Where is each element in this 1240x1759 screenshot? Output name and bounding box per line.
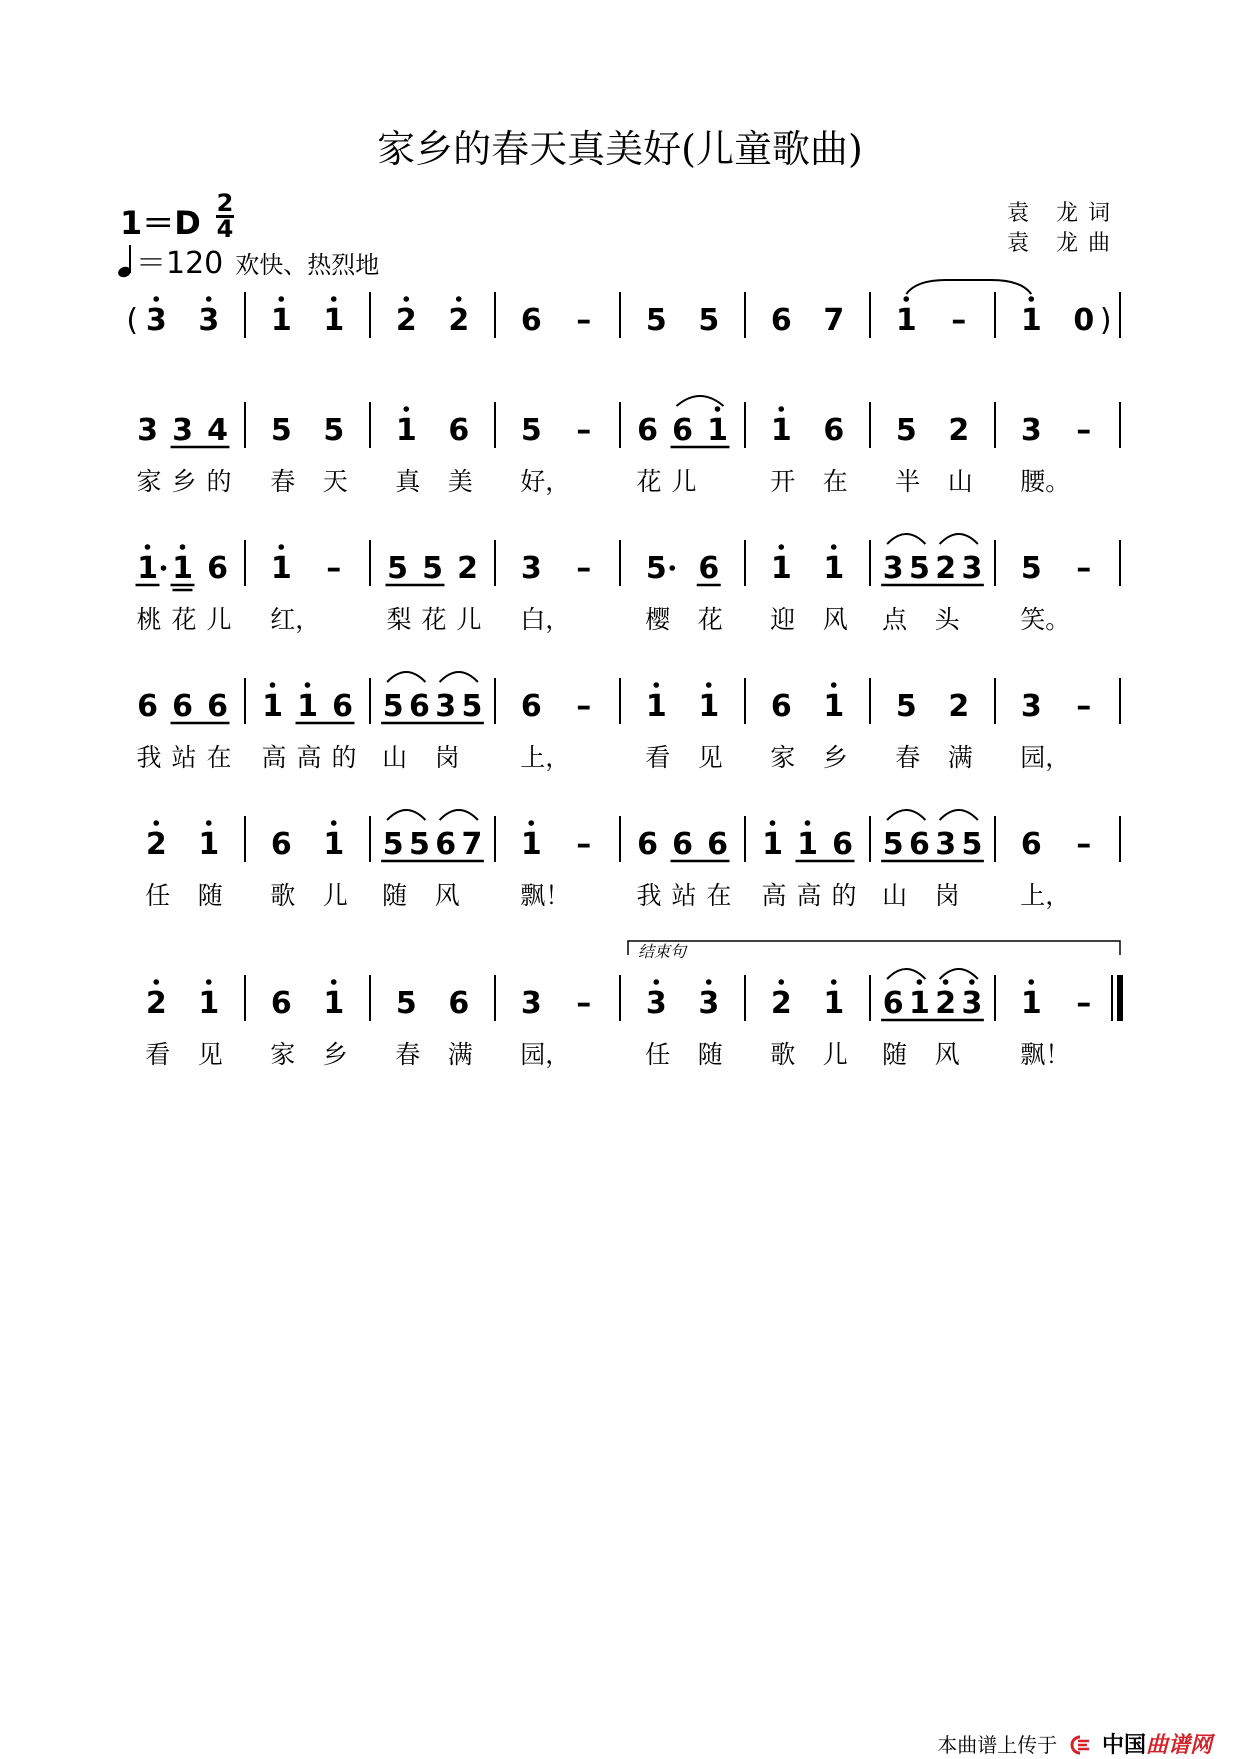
octave-dot — [153, 296, 159, 302]
octave-dot — [778, 979, 784, 985]
lyric-syllable: 白， — [520, 605, 571, 634]
lyric-syllable: 岗 — [434, 743, 460, 772]
note-digit: 3 — [198, 303, 220, 338]
note-digit: 1 — [270, 303, 292, 338]
note-digit: 6 — [832, 827, 853, 862]
volta-label: 结束句 — [638, 942, 687, 961]
lyric-syllable: 春 — [395, 1040, 421, 1069]
note-digit: 7 — [823, 303, 845, 338]
lyric-syllable: 满 — [947, 743, 973, 772]
note-digit: 1 — [1020, 986, 1042, 1021]
note-digit: 1 — [198, 827, 220, 862]
note-digit: 5 — [895, 413, 917, 448]
note-digit: 2 — [770, 986, 792, 1021]
lyric-syllable: 高 — [796, 881, 822, 910]
note-digit: 1 — [395, 413, 417, 448]
slur — [387, 810, 425, 820]
lyric-syllable: 歌 — [770, 1040, 796, 1069]
key-signature: 1＝D — [120, 204, 201, 242]
note-digit: 6 — [435, 827, 457, 862]
slur — [940, 534, 978, 544]
lyric-syllable: 的 — [331, 743, 357, 772]
note-digit: 1 — [323, 986, 345, 1021]
lyric-syllable: 见 — [197, 1040, 223, 1069]
volta-bracket — [628, 941, 1120, 955]
octave-dot — [943, 979, 949, 985]
note-digit: 6 — [270, 827, 292, 862]
octave-dot — [206, 296, 212, 302]
octave-dot — [331, 296, 337, 302]
note-digit: 3 — [645, 986, 667, 1021]
song-title: 家乡的春天真美好(儿童歌曲) — [377, 127, 863, 171]
lyric-syllable: 我 — [636, 881, 662, 910]
octave-dot — [305, 682, 311, 688]
octave-dot — [969, 979, 975, 985]
lyric-syllable: 儿 — [206, 605, 232, 634]
octave-dot — [653, 682, 659, 688]
lyric-syllable: 儿 — [322, 881, 348, 910]
octave-dot — [153, 979, 159, 985]
note-digit: 2 — [935, 551, 957, 586]
lyric-syllable: 见 — [697, 743, 723, 772]
lyric-syllable: 我 — [136, 743, 162, 772]
note-digit: 5 — [908, 551, 930, 586]
lyric-syllable: 看 — [645, 743, 671, 772]
note-digit: 6 — [332, 689, 353, 724]
lyric-syllable: 高 — [296, 743, 322, 772]
note-digit: 1 — [270, 551, 292, 586]
note-digit: 1 — [297, 689, 318, 724]
note-digit: 6 — [672, 827, 693, 862]
note-digit: 2 — [948, 689, 970, 724]
lyric-syllable: 桃 — [136, 605, 162, 634]
note-digit: 6 — [908, 827, 930, 862]
octave-dot — [805, 820, 811, 826]
octave-dot — [180, 544, 186, 550]
paren-close: ) — [1099, 303, 1112, 338]
lyric-syllable: 满 — [447, 1040, 473, 1069]
note-digit: 5 — [422, 551, 443, 586]
lyric-syllable: 高 — [261, 743, 287, 772]
note-digit: 1 — [770, 413, 792, 448]
lyric-syllable: 花 — [636, 467, 662, 496]
note-digit: 1 — [823, 986, 845, 1021]
note-digit: 5 — [461, 689, 483, 724]
note-digit: 3 — [520, 986, 542, 1021]
octave-dot — [145, 544, 151, 550]
octave-dot — [706, 682, 712, 688]
note-digit: 5 — [1020, 551, 1042, 586]
lyric-syllable: 天 — [322, 467, 348, 496]
paren-open: ( — [126, 303, 139, 338]
lyric-syllable: 乡 — [171, 467, 197, 496]
octave-dot — [715, 406, 721, 412]
note-digit: 5 — [387, 551, 408, 586]
note-digit: 1 — [645, 689, 667, 724]
lyric-syllable: 歌 — [270, 881, 296, 910]
note-digit: 1 — [823, 689, 845, 724]
slur — [940, 969, 978, 979]
note-digit: 7 — [461, 827, 483, 862]
octave-dot — [778, 544, 784, 550]
note-digit: 6 — [207, 689, 228, 724]
note-digit: 6 — [698, 551, 720, 586]
octave-dot — [653, 979, 659, 985]
octave-dot — [1028, 296, 1034, 302]
note-digit: 6 — [823, 413, 845, 448]
note-digit: 3 — [520, 551, 542, 586]
note-digit: 6 — [672, 413, 693, 448]
note-digit: – — [576, 413, 592, 448]
lyric-syllable: 上， — [520, 743, 571, 772]
note-digit: 5 — [698, 303, 720, 338]
site-logo-icon — [1067, 1735, 1093, 1755]
expression-text: 欢快、热烈地 — [235, 251, 380, 279]
lyric-syllable: 风 — [434, 881, 460, 910]
lyric-syllable: 迎 — [770, 605, 796, 634]
octave-dot — [831, 544, 837, 550]
lyric-syllable: 随 — [197, 881, 223, 910]
note-digit: 3 — [145, 303, 167, 338]
lyric-syllable: 的 — [206, 467, 232, 496]
note-digit: 2 — [448, 303, 470, 338]
lyric-syllable: 儿 — [822, 1040, 848, 1069]
lyric-syllable: 风 — [822, 605, 848, 634]
note-digit: 3 — [137, 413, 158, 448]
note-digit: 2 — [145, 986, 167, 1021]
lyric-syllable: 点 — [882, 605, 908, 634]
lyric-syllable: 站 — [671, 881, 697, 910]
lyric-syllable: 花 — [697, 605, 723, 634]
octave-dot — [206, 820, 212, 826]
note-digit: 5 — [323, 413, 345, 448]
lyric-syllable: 樱 — [645, 605, 671, 634]
slur — [887, 534, 925, 544]
lyric-syllable: 飘！ — [520, 881, 571, 910]
lyric-syllable: 美 — [447, 467, 473, 496]
note-digit: 1 — [797, 827, 818, 862]
note-digit: 5 — [961, 827, 983, 862]
note-digit: 3 — [698, 986, 720, 1021]
lyric-syllable: 家 — [270, 1040, 296, 1069]
note-digit: 2 — [395, 303, 417, 338]
note-digit: 6 — [520, 689, 542, 724]
lyric-syllable: 半 — [895, 467, 921, 496]
augmentation-dot — [161, 565, 167, 571]
lyric-syllable: 腰。 — [1020, 467, 1071, 496]
note-digit: 1 — [707, 413, 728, 448]
note-digit: 5 — [520, 413, 542, 448]
note-digit: 1 — [137, 551, 158, 586]
slur — [940, 810, 978, 820]
lyric-syllable: 春 — [270, 467, 296, 496]
note-digit: 6 — [270, 986, 292, 1021]
note-digit: 1 — [172, 551, 193, 586]
lyric-syllable: 飘！ — [1020, 1040, 1071, 1069]
lyric-syllable: 梨 — [386, 605, 412, 634]
lyricist-credit: 袁 龙词 — [1007, 201, 1120, 226]
lyric-syllable: 站 — [171, 743, 197, 772]
slur — [887, 810, 925, 820]
site-brand-a: 中国 — [1101, 1733, 1146, 1758]
note-digit: 1 — [908, 986, 930, 1021]
site-brand[interactable] — [1102, 1733, 1212, 1757]
note-digit: 6 — [448, 986, 470, 1021]
note-digit: 6 — [882, 986, 904, 1021]
note-digit: 1 — [323, 827, 345, 862]
note-digit: – — [576, 551, 592, 586]
octave-dot — [456, 296, 462, 302]
slur — [440, 672, 478, 682]
composer-credit: 袁 龙曲 — [1007, 231, 1120, 256]
note-digit: 3 — [961, 986, 983, 1021]
note-digit: 1 — [323, 303, 345, 338]
footer — [937, 1728, 1212, 1759]
octave-dot — [706, 979, 712, 985]
note-digit: – — [1076, 827, 1092, 862]
lyric-syllable: 看 — [145, 1040, 171, 1069]
note-digit: 5 — [408, 827, 430, 862]
octave-dot — [831, 682, 837, 688]
octave-dot — [528, 820, 534, 826]
slur — [677, 396, 724, 406]
slur — [887, 969, 925, 979]
note-digit: 5 — [895, 689, 917, 724]
octave-dot — [278, 296, 284, 302]
note-digit: – — [326, 551, 342, 586]
note-digit: 1 — [520, 827, 542, 862]
lyric-syllable: 真 — [395, 467, 421, 496]
note-digit: 2 — [935, 986, 957, 1021]
note-digit: 6 — [207, 551, 228, 586]
lyric-syllable: 在 — [206, 743, 232, 772]
note-digit: – — [576, 827, 592, 862]
note-digit: 6 — [448, 413, 470, 448]
note-digit: 4 — [207, 413, 228, 448]
lyric-syllable: 山 — [882, 881, 908, 910]
note-digit: 5 — [382, 689, 404, 724]
time-signature-bottom: 4 — [216, 215, 234, 243]
lyric-syllable: 风 — [934, 1040, 960, 1069]
note-digit: 3 — [935, 827, 957, 862]
note-digit: 6 — [770, 303, 792, 338]
octave-dot — [770, 820, 776, 826]
note-digit: 6 — [637, 413, 658, 448]
note-digit: – — [951, 303, 967, 338]
augmentation-dot — [669, 565, 675, 571]
lyric-syllable: 乡 — [322, 1040, 348, 1069]
lyric-syllable: 好， — [520, 467, 571, 496]
lyric-syllable: 在 — [706, 881, 732, 910]
note-digit: – — [1076, 986, 1092, 1021]
time-signature-top: 2 — [216, 189, 234, 217]
octave-dot — [831, 979, 837, 985]
note-digit: 3 — [882, 551, 904, 586]
lyric-syllable: 儿 — [456, 605, 482, 634]
lyric-syllable: 家 — [136, 467, 162, 496]
octave-dot — [917, 979, 923, 985]
lyric-syllable: 春 — [895, 743, 921, 772]
octave-dot — [331, 820, 337, 826]
note-digit: 3 — [435, 689, 457, 724]
note-digit: – — [1076, 689, 1092, 724]
note-digit: 5 — [395, 986, 417, 1021]
lyric-syllable: 的 — [831, 881, 857, 910]
note-digit: 0 — [1073, 303, 1095, 338]
note-digit: 6 — [172, 689, 193, 724]
note-digit: 6 — [707, 827, 728, 862]
lyric-syllable: 岗 — [934, 881, 960, 910]
lyric-syllable: 笑。 — [1020, 605, 1071, 634]
note-digit: – — [576, 986, 592, 1021]
note-digit: 3 — [1020, 413, 1042, 448]
note-digit: 2 — [948, 413, 970, 448]
lyric-syllable: 家 — [770, 743, 796, 772]
lyric-syllable: 园， — [520, 1040, 571, 1069]
note-digit: 1 — [198, 986, 220, 1021]
lyric-syllable: 高 — [761, 881, 787, 910]
note-digit: – — [1076, 551, 1092, 586]
octave-dot — [903, 296, 909, 302]
octave-dot — [270, 682, 276, 688]
lyric-syllable: 在 — [822, 467, 848, 496]
note-digit: 3 — [172, 413, 193, 448]
note-digit: 2 — [457, 551, 478, 586]
note-digit: 6 — [137, 689, 158, 724]
lyric-syllable: 头 — [934, 605, 960, 634]
note-digit: 3 — [961, 551, 983, 586]
note-digit: 6 — [408, 689, 430, 724]
note-digit: 5 — [270, 413, 292, 448]
lyric-syllable: 儿 — [671, 467, 697, 496]
note-digit: 3 — [1020, 689, 1042, 724]
lyric-syllable: 山 — [947, 467, 973, 496]
note-digit: 2 — [145, 827, 167, 862]
octave-dot — [778, 406, 784, 412]
note-digit: 1 — [698, 689, 720, 724]
lyric-syllable: 开 — [770, 467, 796, 496]
note-digit: 1 — [895, 303, 917, 338]
note-digit: 6 — [637, 827, 658, 862]
lyric-syllable: 上， — [1020, 881, 1071, 910]
octave-dot — [1028, 979, 1034, 985]
note-digit: 1 — [770, 551, 792, 586]
note-digit: 5 — [382, 827, 404, 862]
note-digit: 6 — [520, 303, 542, 338]
note-digit: 6 — [1020, 827, 1042, 862]
lyric-syllable: 红， — [270, 605, 321, 634]
note-digit: 5 — [882, 827, 904, 862]
lyric-syllable: 花 — [171, 605, 197, 634]
lyric-syllable: 随 — [382, 881, 408, 910]
lyric-syllable: 任 — [145, 881, 171, 910]
note-digit: – — [576, 303, 592, 338]
tie — [906, 280, 1031, 294]
note-digit: 1 — [823, 551, 845, 586]
slur — [387, 672, 425, 682]
note-digit: 6 — [770, 689, 792, 724]
note-digit: – — [1076, 413, 1092, 448]
octave-dot — [403, 296, 409, 302]
octave-dot — [153, 820, 159, 826]
footer-prefix: 本曲谱上传于 — [937, 1733, 1058, 1757]
tempo-value: ＝120 — [136, 246, 224, 281]
note-digit: 5 — [645, 551, 667, 586]
note-digit: – — [576, 689, 592, 724]
note-digit: 5 — [645, 303, 667, 338]
octave-dot — [278, 544, 284, 550]
note-digit: 1 — [262, 689, 283, 724]
lyric-syllable: 任 — [645, 1040, 671, 1069]
note-digit: 1 — [762, 827, 783, 862]
lyric-syllable: 山 — [382, 743, 408, 772]
octave-dot — [331, 979, 337, 985]
lyric-syllable: 园， — [1020, 743, 1071, 772]
lyric-syllable: 随 — [697, 1040, 723, 1069]
lyric-syllable: 乡 — [822, 743, 848, 772]
octave-dot — [403, 406, 409, 412]
lyric-syllable: 花 — [421, 605, 447, 634]
site-brand-b: 曲谱网 — [1145, 1733, 1212, 1758]
slur — [440, 810, 478, 820]
octave-dot — [206, 979, 212, 985]
lyric-syllable: 随 — [882, 1040, 908, 1069]
note-digit: 1 — [1020, 303, 1042, 338]
